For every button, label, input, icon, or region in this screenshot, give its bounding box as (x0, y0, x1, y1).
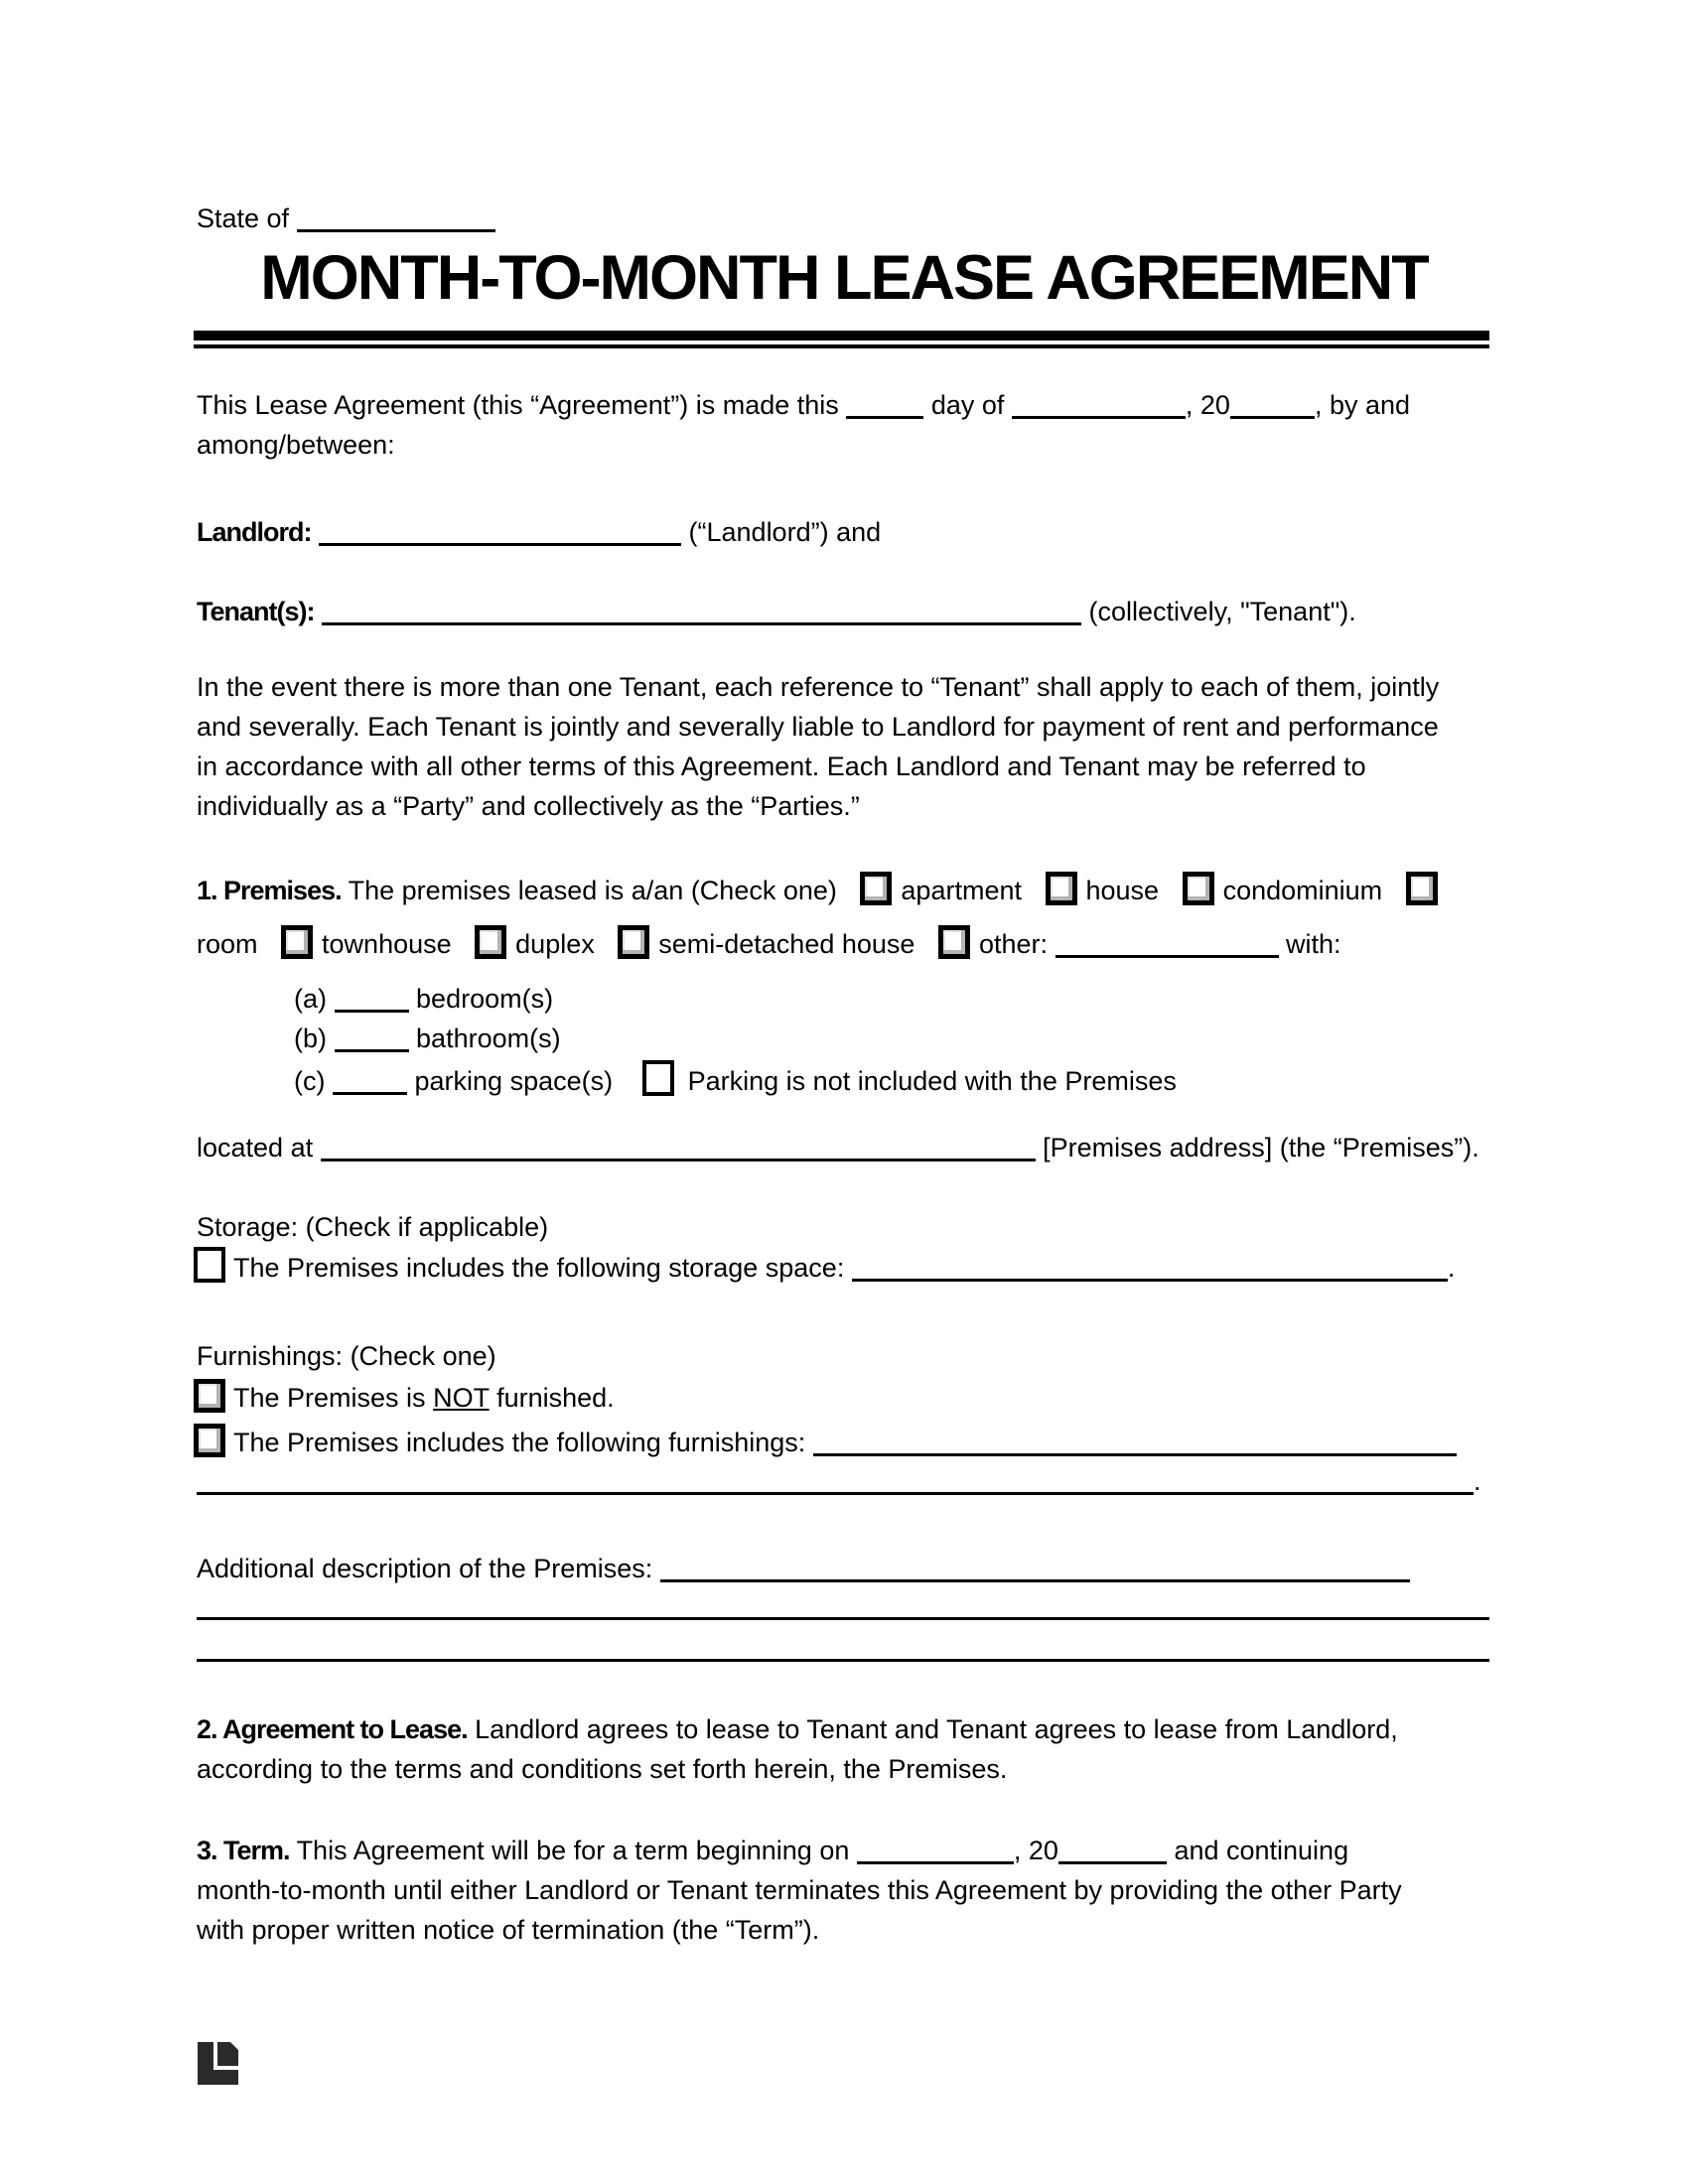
section3-line-1 (197, 1831, 1348, 1870)
bathrooms-item (294, 1019, 561, 1058)
bedrooms-count-field[interactable] (335, 990, 409, 1013)
item-a-number: (a) (294, 984, 327, 1014)
storage-option-line (194, 1241, 1455, 1288)
section2-heading: 2. Agreement to Lease. (197, 1714, 468, 1744)
document-title: MONTH-TO-MONTH LEASE AGREEMENT (260, 243, 1428, 313)
additional-description-field-2[interactable] (197, 1617, 1489, 1620)
not-furnished-pre: The Premises is (233, 1383, 426, 1413)
section3-text-1: This Agreement will be for a term beginning on (296, 1836, 850, 1865)
section3-heading: 3. Term. (197, 1836, 290, 1865)
section2-line-2: according to the terms and conditions set forth herein, the Premises. (197, 1754, 1008, 1784)
item-a-label: bedroom(s) (416, 984, 554, 1014)
furnished-checkbox[interactable] (194, 1424, 225, 1457)
premises-heading: 1. Premises. (197, 876, 342, 905)
section3-line-2: month-to-month until either Landlord or Tenant terminates this Agreement by providing the other Party (197, 1875, 1402, 1905)
storage-option-text: The Premises includes the following storage space: (233, 1253, 845, 1283)
furnishings-continuation-line (197, 1461, 1481, 1501)
apartment-checkbox[interactable] (860, 872, 892, 905)
section2-line-1 (197, 1709, 1398, 1749)
house-checkbox[interactable] (1046, 872, 1077, 905)
not-furnished-not: NOT (433, 1383, 490, 1413)
legal-templates-logo-icon (198, 2042, 238, 2085)
item-c-number: (c) (294, 1066, 326, 1096)
premises-lead: The premises leased is a/an (Check one) (348, 876, 837, 905)
furnishings-heading: Furnishings: (Check one) (197, 1341, 496, 1371)
year-blank-field[interactable] (1230, 396, 1315, 419)
state-blank-field[interactable] (297, 209, 495, 232)
not-furnished-checkbox[interactable] (194, 1379, 225, 1413)
joint-paragraph-line-2: and severally. Each Tenant is jointly and severally liable to Landlord for payment of rent and performance (197, 712, 1439, 742)
duplex-checkbox[interactable] (475, 925, 506, 959)
other-checkbox[interactable] (938, 925, 970, 959)
tenant-label: Tenant(s): (197, 597, 315, 626)
intro-text-4: , by and (1314, 390, 1411, 420)
section2-text-1: Landlord agrees to lease to Tenant and Tenant agrees to lease from Landlord, (475, 1714, 1398, 1744)
parking-note: Parking is not included with the Premises (687, 1066, 1177, 1096)
storage-checkbox[interactable] (194, 1247, 225, 1283)
condominium-checkbox[interactable] (1183, 872, 1214, 905)
furnished-text: The Premises includes the following furnishings: (233, 1428, 806, 1457)
with-label: with: (1286, 929, 1341, 959)
bathrooms-count-field[interactable] (335, 1029, 409, 1052)
furnishings-list-field-2[interactable] (197, 1472, 1474, 1495)
located-prefix: located at (197, 1133, 314, 1162)
term-start-date-field[interactable] (857, 1842, 1014, 1864)
additional-description-field-3[interactable] (197, 1659, 1489, 1662)
no-parking-checkbox[interactable] (642, 1060, 674, 1096)
located-suffix: [Premises address] (the “Premises”). (1043, 1133, 1479, 1162)
storage-end-punct: . (1447, 1253, 1456, 1283)
semi-detached-label: semi-detached house (658, 929, 915, 959)
item-b-number: (b) (294, 1024, 327, 1053)
item-c-label: parking space(s) (414, 1066, 614, 1096)
semi-detached-checkbox[interactable] (618, 925, 649, 959)
state-label: State of (197, 204, 290, 233)
tenant-line (197, 592, 1356, 631)
other-label: other: (978, 929, 1048, 959)
section3-text-3: and continuing (1174, 1836, 1349, 1865)
not-furnished-line (194, 1373, 615, 1418)
parking-item (294, 1054, 1177, 1101)
furnished-line (194, 1418, 1457, 1462)
day-blank-field[interactable] (846, 396, 923, 419)
intro-line-2: among/between: (197, 430, 395, 460)
section3-text-2: , 20 (1013, 1836, 1058, 1865)
intro-text-1: This Lease Agreement (this “Agreement”) is made this (197, 390, 839, 420)
month-blank-field[interactable] (1012, 396, 1186, 419)
joint-paragraph-line-4: individually as a “Party” and collectively as the “Parties.” (197, 791, 860, 821)
not-furnished-post: furnished. (496, 1383, 615, 1413)
duplex-label: duplex (515, 929, 595, 959)
premises-options-line-2 (197, 919, 1341, 964)
storage-space-field[interactable] (852, 1259, 1448, 1282)
furnishings-list-field[interactable] (813, 1433, 1457, 1456)
additional-description-label: Additional description of the Premises: (197, 1554, 653, 1583)
joint-paragraph-line-1: In the event there is more than one Tenant, each reference to “Tenant” shall apply to each of them, jointly (197, 672, 1440, 702)
tenant-suffix: (collectively, "Tenant"). (1088, 597, 1356, 626)
townhouse-label: townhouse (322, 929, 452, 959)
title-divider (194, 331, 1489, 348)
parking-count-field[interactable] (333, 1072, 407, 1095)
landlord-suffix: (“Landlord”) and (688, 517, 882, 547)
section3-line-3: with proper written notice of termination (the “Term”). (197, 1915, 820, 1945)
townhouse-checkbox[interactable] (281, 925, 313, 959)
tenant-names-field[interactable] (322, 603, 1081, 625)
item-b-label: bathroom(s) (416, 1024, 561, 1053)
intro-text-3: , 20 (1185, 390, 1230, 420)
intro-line-1 (197, 385, 1410, 425)
additional-description-line (197, 1549, 1410, 1588)
landlord-name-field[interactable] (319, 523, 681, 546)
other-type-field[interactable] (1055, 935, 1279, 958)
room-label: room (197, 929, 258, 959)
joint-paragraph-line-3: in accordance with all other terms of this Agreement. Each Landlord and Tenant may be referred to (197, 751, 1366, 781)
condominium-label: condominium (1222, 876, 1383, 905)
state-line (197, 199, 495, 238)
storage-heading: Storage: (Check if applicable) (197, 1212, 549, 1242)
house-label: house (1085, 876, 1160, 905)
located-line (197, 1128, 1479, 1167)
premises-options-line-1 (197, 866, 1447, 910)
additional-description-field[interactable] (660, 1560, 1410, 1582)
intro-text-2: day of (930, 390, 1005, 420)
room-checkbox[interactable] (1406, 872, 1438, 905)
premises-address-field[interactable] (321, 1139, 1036, 1161)
bedrooms-item (294, 979, 553, 1019)
apartment-label: apartment (901, 876, 1022, 905)
landlord-label: Landlord: (197, 517, 312, 547)
term-start-year-field[interactable] (1058, 1842, 1167, 1864)
furnishings-end-punct: . (1474, 1466, 1481, 1496)
landlord-line (197, 512, 881, 552)
